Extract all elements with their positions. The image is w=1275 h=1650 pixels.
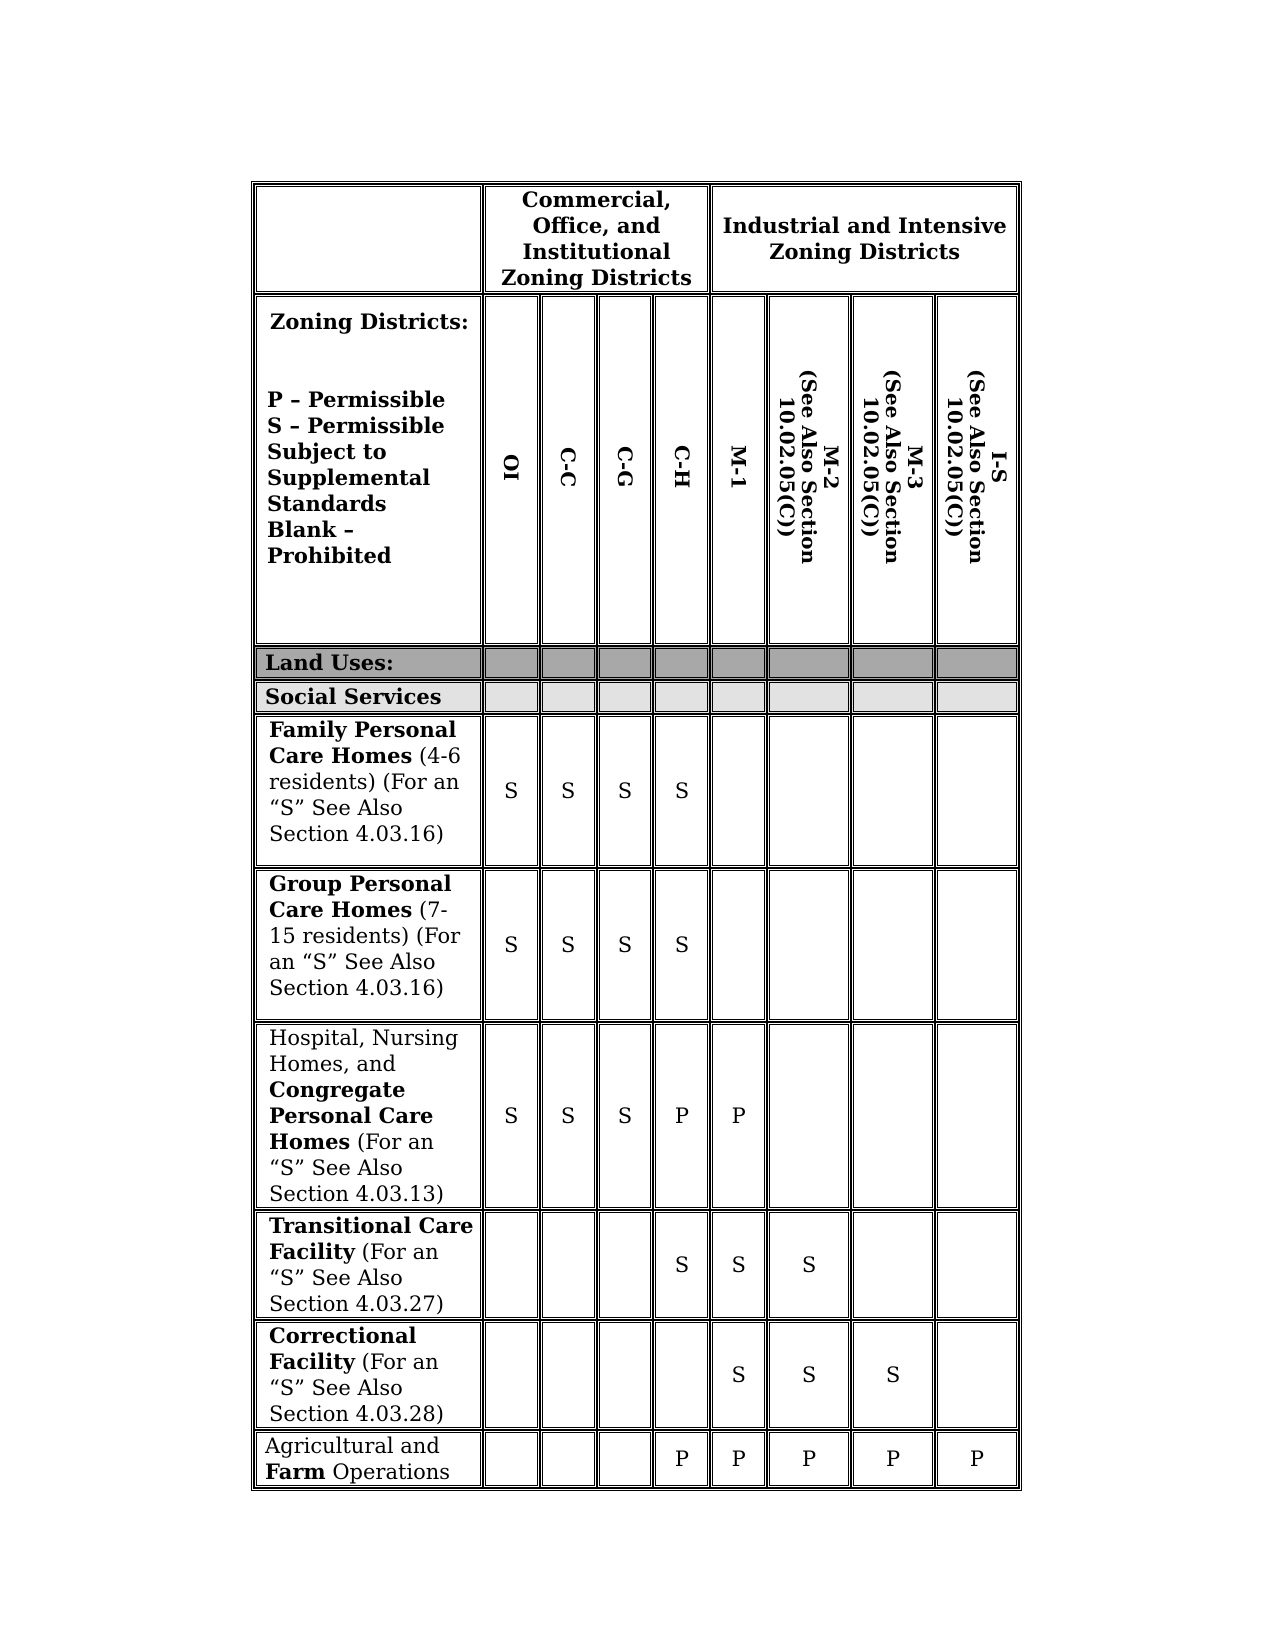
permission-cell: S xyxy=(597,714,654,868)
group-header-row xyxy=(254,184,1019,294)
use-label: Transitional Care Facility (For an “S” See Also Section 4.03.27) xyxy=(254,1210,483,1320)
permission-cell: S xyxy=(710,1320,767,1430)
table-row xyxy=(254,1210,1019,1320)
permission-cell xyxy=(851,1022,935,1210)
table-row xyxy=(254,868,1019,1022)
permission-cell: S xyxy=(597,868,654,1022)
zoning-use-table xyxy=(251,181,1022,1491)
legend-title: Zoning Districts: xyxy=(270,309,469,334)
district-header-row xyxy=(254,294,1019,646)
permission-cell xyxy=(710,868,767,1022)
district-label: M-2 (See Also Section 10.02.05(C)) xyxy=(775,369,844,565)
legend-permissible: P – Permissible xyxy=(267,387,446,412)
district-oi xyxy=(483,294,540,646)
permission-cell: S xyxy=(653,714,710,868)
permission-cell xyxy=(710,714,767,868)
group-industrial-header: Industrial and Intensive Zoning Districts xyxy=(710,184,1019,294)
permission-cell: P xyxy=(767,1430,851,1488)
permission-cell: P xyxy=(851,1430,935,1488)
permission-cell xyxy=(935,1210,1019,1320)
district-label: C-C xyxy=(556,446,581,488)
permission-cell: P xyxy=(935,1430,1019,1488)
permission-cell: S xyxy=(483,1022,540,1210)
permission-cell xyxy=(540,1210,597,1320)
permission-cell xyxy=(483,1320,540,1430)
permission-cell xyxy=(483,1210,540,1320)
permission-cell xyxy=(597,1320,654,1430)
permission-cell: S xyxy=(851,1320,935,1430)
permission-cell xyxy=(935,1022,1019,1210)
district-label: C-H xyxy=(669,445,694,489)
permission-cell: S xyxy=(767,1210,851,1320)
social-services-banner-row xyxy=(254,680,1019,714)
permission-cell: S xyxy=(653,1210,710,1320)
district-label: M-1 xyxy=(726,444,751,490)
district-m-2 xyxy=(767,294,851,646)
social-services-label: Social Services xyxy=(254,680,483,714)
district-c-h xyxy=(653,294,710,646)
district-label: OI xyxy=(499,453,524,481)
permission-cell xyxy=(540,1320,597,1430)
table-row xyxy=(254,1320,1019,1430)
legend-supplemental: S – Permissible Subject to Supplemental Standards xyxy=(267,413,445,516)
district-m-3 xyxy=(851,294,935,646)
permission-cell xyxy=(767,1022,851,1210)
table-row xyxy=(254,1430,1019,1488)
use-label: Family Personal Care Homes (4-6 residents) (For an “S” See Also Section 4.03.16) xyxy=(254,714,483,868)
district-i-s xyxy=(935,294,1019,646)
district-c-g xyxy=(597,294,654,646)
permission-cell xyxy=(935,714,1019,868)
land-uses-banner-row xyxy=(254,646,1019,680)
permission-cell: S xyxy=(710,1210,767,1320)
permission-cell: P xyxy=(710,1430,767,1488)
table-row xyxy=(254,714,1019,868)
district-label: M-3 (See Also Section 10.02.05(C)) xyxy=(859,369,928,565)
permission-cell: S xyxy=(540,1022,597,1210)
use-label: Correctional Facility (For an “S” See Also Section 4.03.28) xyxy=(254,1320,483,1430)
permission-cell xyxy=(597,1430,654,1488)
permission-cell xyxy=(540,1430,597,1488)
permission-cell: S xyxy=(653,868,710,1022)
permission-cell xyxy=(935,1320,1019,1430)
table-row xyxy=(254,1022,1019,1210)
permission-cell xyxy=(597,1210,654,1320)
permission-cell: S xyxy=(767,1320,851,1430)
permission-cell: S xyxy=(540,714,597,868)
permission-cell xyxy=(767,714,851,868)
district-m-1 xyxy=(710,294,767,646)
permission-cell xyxy=(851,714,935,868)
district-label: C-G xyxy=(612,446,637,488)
permission-cell: S xyxy=(597,1022,654,1210)
use-label: Hospital, Nursing Homes, and Congregate Personal Care Homes (For an “S” See Also Section 4.03.13) xyxy=(254,1022,483,1210)
district-label: I-S (See Also Section 10.02.05(C)) xyxy=(943,369,1011,565)
legend-cell xyxy=(254,294,483,646)
permission-cell xyxy=(767,868,851,1022)
use-label: Group Personal Care Homes (7-15 residents) (For an “S” See Also Section 4.03.16) xyxy=(254,868,483,1022)
permission-cell: S xyxy=(483,714,540,868)
group-commercial-header: Commercial, Office, and Institutional Zoning Districts xyxy=(483,184,711,294)
permission-cell: P xyxy=(653,1430,710,1488)
permission-cell xyxy=(653,1320,710,1430)
permission-cell: S xyxy=(483,868,540,1022)
permission-cell: S xyxy=(540,868,597,1022)
permission-cell xyxy=(483,1430,540,1488)
permission-cell xyxy=(851,868,935,1022)
legend-prohibited: Blank – Prohibited xyxy=(267,517,392,568)
permission-cell: P xyxy=(710,1022,767,1210)
corner-cell xyxy=(254,184,483,294)
district-c-c xyxy=(540,294,597,646)
permission-cell xyxy=(851,1210,935,1320)
land-uses-label: Land Uses: xyxy=(254,646,483,680)
permission-cell: P xyxy=(653,1022,710,1210)
use-label: Agricultural and Farm Operations xyxy=(254,1430,483,1488)
permission-cell xyxy=(935,868,1019,1022)
